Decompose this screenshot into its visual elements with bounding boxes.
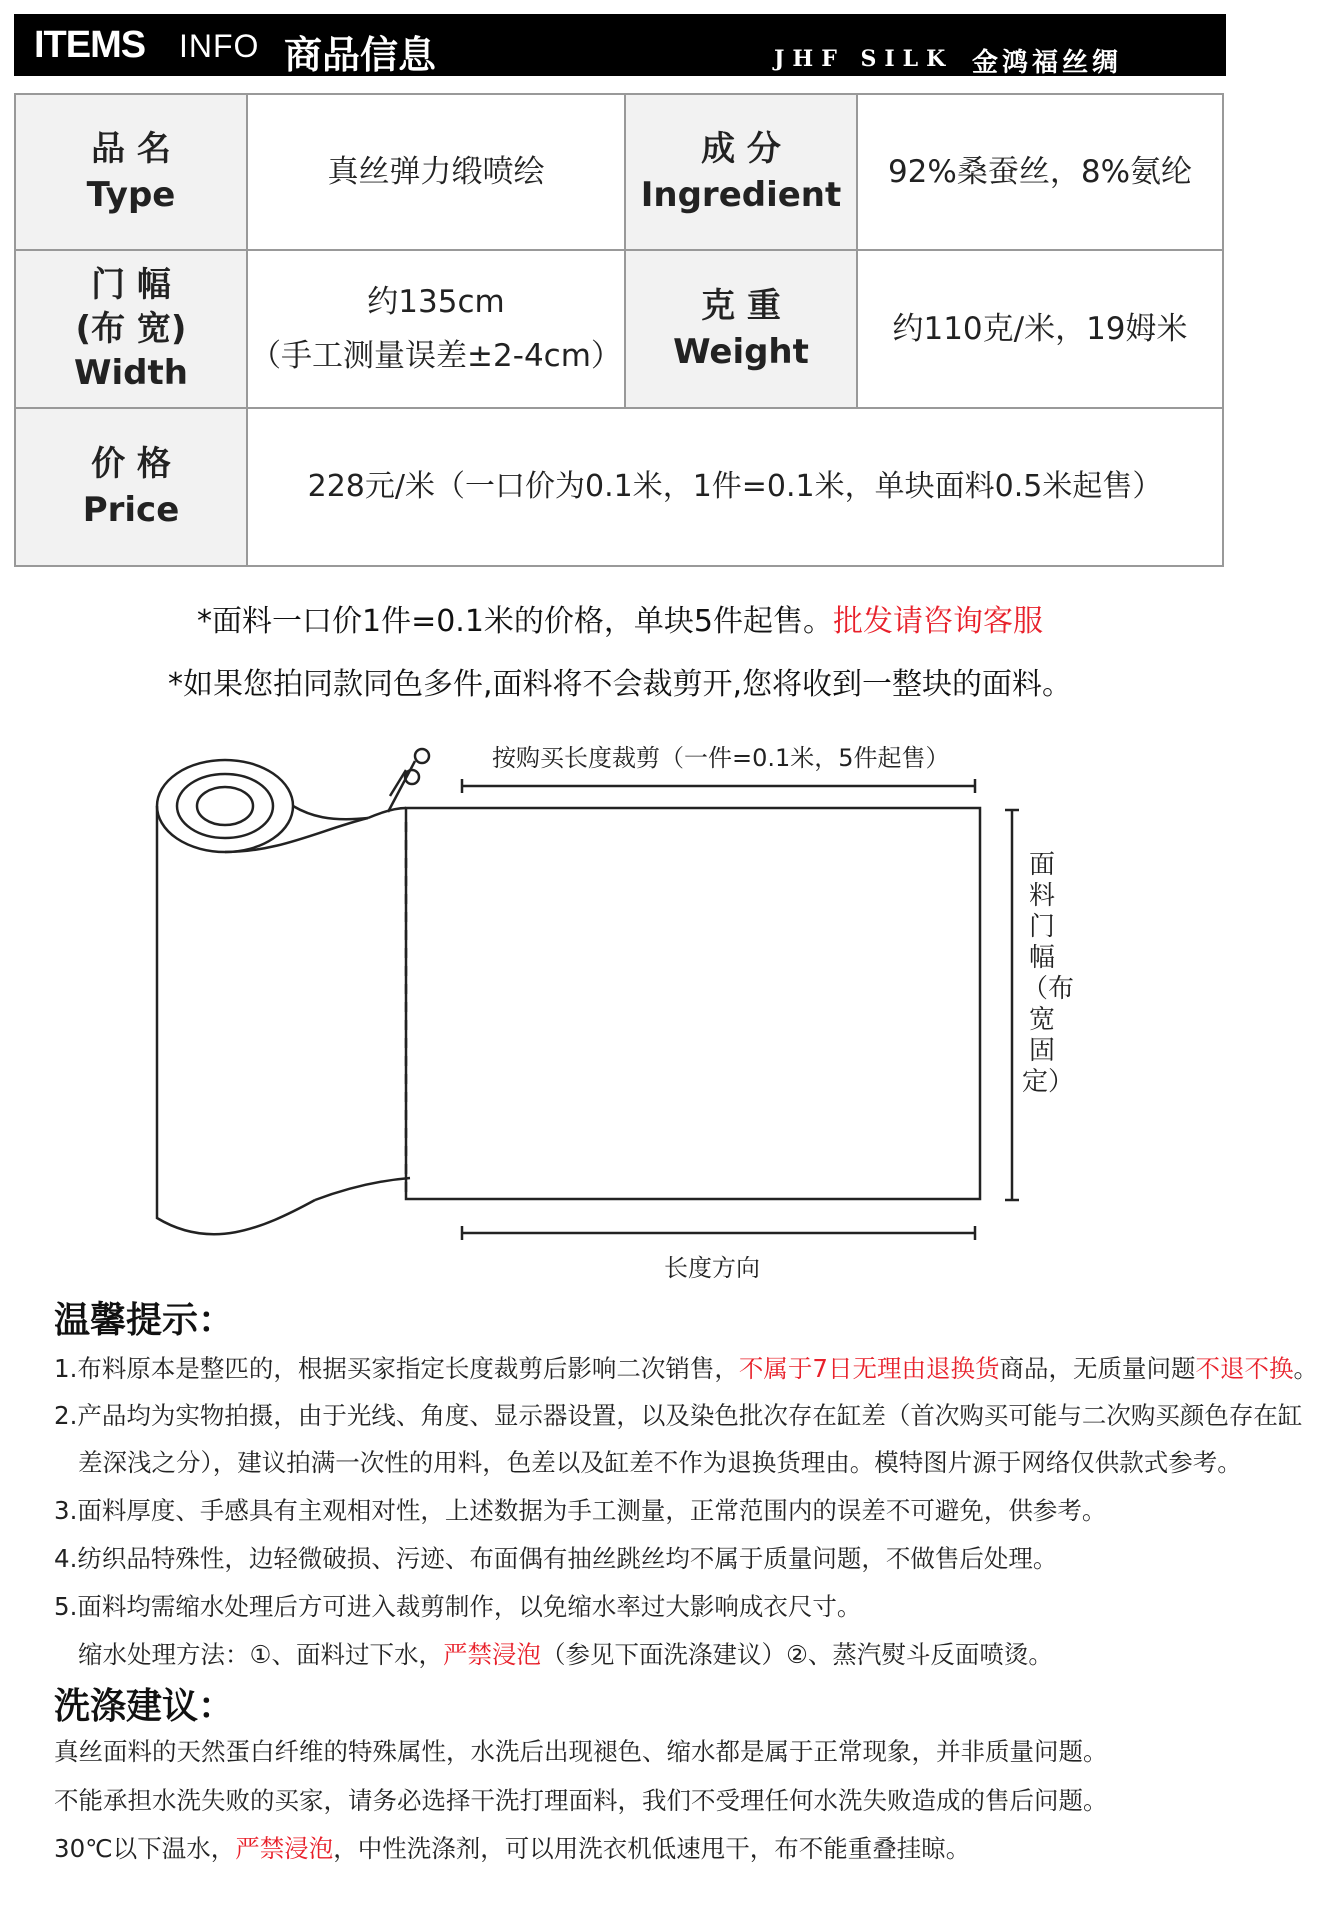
shrink-method-text: 缩水处理方法：①、面料过下水， [78, 1640, 443, 1669]
brand-name-en: JHF SILK [774, 46, 954, 72]
ingredient-label [626, 95, 856, 249]
no-exchange-note: 不退不换 [1195, 1354, 1294, 1383]
table-divider [16, 407, 1222, 409]
weight-label [626, 251, 856, 407]
wash-title: 洗涤建议： [54, 1686, 235, 1727]
width-label [16, 251, 246, 407]
width-value: 约135cm [367, 284, 505, 320]
tips-title: 温馨提示： [54, 1300, 235, 1341]
width-label-cn2: (布 宽) [75, 309, 187, 349]
tip-item-1-end: 。 [1293, 1354, 1318, 1383]
header-items-text: ITEMS [34, 24, 146, 66]
table-divider [624, 95, 626, 407]
weight-value: 约110克/米，19姆米 [858, 251, 1222, 407]
tip-item-5: 5.面料均需缩水处理后方可进入裁剪制作，以免缩水率过大影响成衣尺寸。 [54, 1592, 862, 1621]
type-label [16, 95, 246, 249]
header-info-text: INFO [179, 28, 260, 64]
table-divider [16, 249, 1222, 251]
price-label-en: Price [82, 490, 180, 530]
fabric-width-label: 面料门幅（布宽固定） [1022, 850, 1075, 1097]
note-line-1 [0, 596, 1240, 640]
fabric-roll-illustration [157, 760, 980, 1234]
wholesale-contact-note: 批发请咨询客服 [833, 604, 1044, 639]
fabric-cut-diagram [150, 730, 1080, 1270]
note-line-2: *如果您拍同款同色多件,面料将不会裁剪开,您将收到一整块的面料。 [167, 667, 1073, 702]
wash-line-3-text-b: ，中性洗涤剂，可以用洗衣机低速甩干，布不能重叠挂晾。 [333, 1834, 971, 1863]
no-return-note: 不属于7日无理由退换货 [738, 1354, 1000, 1383]
type-label-cn: 品 名 [91, 129, 171, 169]
tip-item-1-text-b: 商品，无质量问题 [999, 1354, 1196, 1383]
tip-item-1-text: 1.布料原本是整匹的，根据买家指定长度裁剪后影响二次销售， [54, 1354, 739, 1383]
length-direction-label: 长度方向 [664, 1254, 760, 1282]
weight-label-cn: 克 重 [701, 286, 781, 326]
table-divider [246, 95, 248, 565]
wash-line-2: 不能承担水洗失败的买家，请务必选择干洗打理面料，我们不受理任何水洗失败造成的售后问题。 [54, 1786, 1108, 1815]
header-title: 商品信息 [284, 33, 437, 77]
wash-line-3 [54, 1830, 1204, 1865]
width-label-cn: 门 幅 [91, 265, 171, 305]
scissors-icon [388, 749, 429, 812]
tip-item-2-line-2: 差深浅之分），建议拍满一次性的用料，色差以及缸差不作为退换货理由。模特图片源于网络仅供款式参考。 [78, 1448, 1242, 1477]
brand-name-cn: 金鸿福丝绸 [972, 48, 1123, 78]
ingredient-label-en: Ingredient [640, 175, 842, 215]
cut-length-label: 按购买长度裁剪（一件=0.1米，5件起售） [492, 744, 950, 772]
price-label-cn: 价 格 [91, 444, 171, 484]
price-value: 228元/米（一口价为0.1米，1件=0.1米，单块面料0.5米起售） [248, 409, 1222, 565]
wash-line-1: 真丝面料的天然蛋白纤维的特殊属性，水洗后出现褪色、缩水都是属于正常现象，并非质量问题。 [54, 1737, 1108, 1766]
type-label-en: Type [86, 175, 176, 215]
tip-item-5-method [78, 1636, 1228, 1671]
spec-table [14, 93, 1224, 567]
tip-item-2-line-1: 2.产品均为实物拍摄，由于光线、角度、显示器设置，以及染色批次存在缸差（首次购买可能与二次购买颜色存在缸 [54, 1401, 1303, 1430]
tip-item-4: 4.纺织品特殊性，边轻微破损、污迹、布面偶有抽丝跳丝均不属于质量问题，不做售后处理。 [54, 1544, 1058, 1573]
width-value-note: （手工测量误差±2-4cm） [250, 338, 622, 374]
type-value: 真丝弹力缎喷绘 [248, 95, 624, 249]
width-label-en: Width [74, 353, 188, 393]
table-divider [856, 95, 858, 407]
header-bar [14, 14, 1226, 76]
wash-no-soak-warning: 严禁浸泡 [235, 1834, 334, 1863]
tip-item-1 [54, 1350, 1318, 1385]
width-value-cell [248, 251, 624, 407]
tip-item-3: 3.面料厚度、手感具有主观相对性，上述数据为手工测量，正常范围内的误差不可避免，供参考。 [54, 1496, 1107, 1525]
no-soak-warning: 严禁浸泡 [442, 1640, 541, 1669]
price-label [16, 409, 246, 565]
shrink-method-text-b: （参见下面洗涤建议）②、蒸汽熨斗反面喷烫。 [540, 1640, 1053, 1669]
note-line-1-text: *面料一口价1件=0.1米的价格，单块5件起售。 [196, 604, 834, 639]
wash-line-3-text: 30℃以下温水， [54, 1834, 236, 1863]
weight-label-en: Weight [673, 332, 809, 372]
ingredient-value: 92%桑蚕丝，8%氨纶 [858, 95, 1222, 249]
ingredient-label-cn: 成 分 [701, 129, 781, 169]
